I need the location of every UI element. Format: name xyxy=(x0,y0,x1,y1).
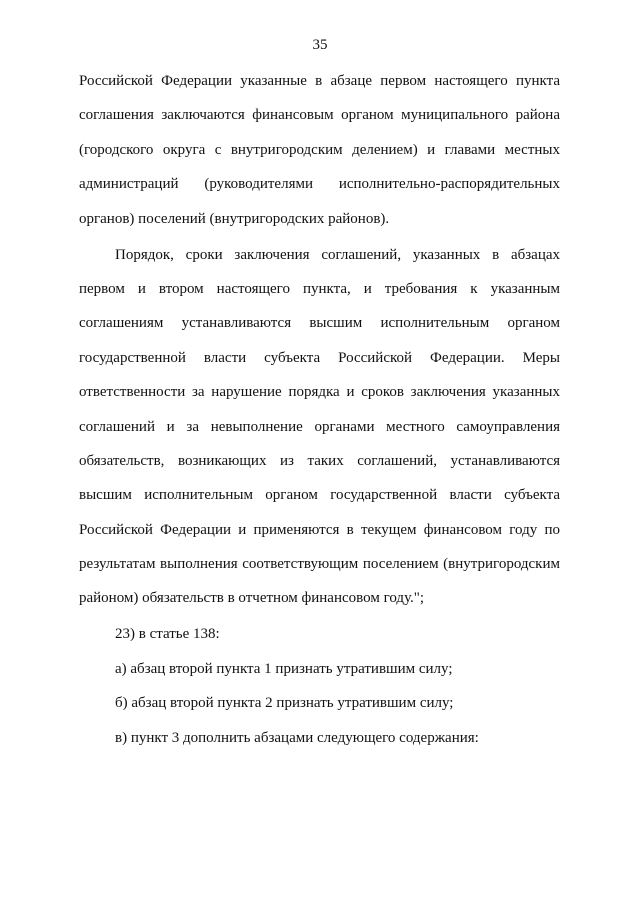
paragraph-subitem-a xyxy=(79,659,560,693)
text-line: высшим исполнительным органом государственной власти субъекта xyxy=(79,487,560,504)
paragraph-subitem-b xyxy=(79,693,560,727)
text-line: (городского округа с внутригородским делением) и главами местных xyxy=(79,141,560,158)
text-line: б) абзац второй пункта 2 признать утратившим силу; xyxy=(115,695,454,712)
text-line: Российской Федерации и применяются в текущем финансовом году по xyxy=(79,521,560,538)
paragraph-continuation xyxy=(79,71,560,243)
text-line: районом) обязательств в отчетном финансовом году."; xyxy=(79,590,425,607)
text-line: соглашения заключаются финансовым органом муниципального района xyxy=(79,107,560,124)
text-line: органов) поселений (внутригородских районов). xyxy=(79,210,390,227)
paragraph-subitem-v xyxy=(79,728,560,762)
page-number: 35 xyxy=(312,37,328,53)
text-line: а) абзац второй пункта 1 признать утратившим силу; xyxy=(115,660,453,677)
text-line: соглашениям устанавливаются высшим исполнительным органом xyxy=(79,315,560,332)
text-line: государственной власти субъекта Российской Федерации. Меры xyxy=(79,349,560,366)
text-line: первом и втором настоящего пункта, и требования к указанным xyxy=(79,280,560,297)
text-line: ответственности за нарушение порядка и сроков заключения указанных xyxy=(79,384,560,401)
text-line: Российской Федерации указанные в абзаце первом настоящего пункта xyxy=(79,73,560,89)
text-line: соглашений и за невыполнение органами местного самоуправления xyxy=(79,418,560,435)
paragraph-item-23 xyxy=(79,624,560,658)
text-line: Порядок, сроки заключения соглашений, указанных в абзацах xyxy=(115,246,560,263)
text-line: 23) в статье 138: xyxy=(115,626,220,643)
text-line: в) пункт 3 дополнить абзацами следующего содержания: xyxy=(115,729,479,746)
text-line: обязательств, возникающих из таких соглашений, устанавливаются xyxy=(79,452,560,469)
paragraph-procedure xyxy=(79,245,560,623)
document-body xyxy=(79,71,560,762)
text-line: администраций (руководителями исполнительно-распорядительных xyxy=(79,176,560,193)
text-line: результатам выполнения соответствующим поселением (внутригородским xyxy=(79,556,560,573)
